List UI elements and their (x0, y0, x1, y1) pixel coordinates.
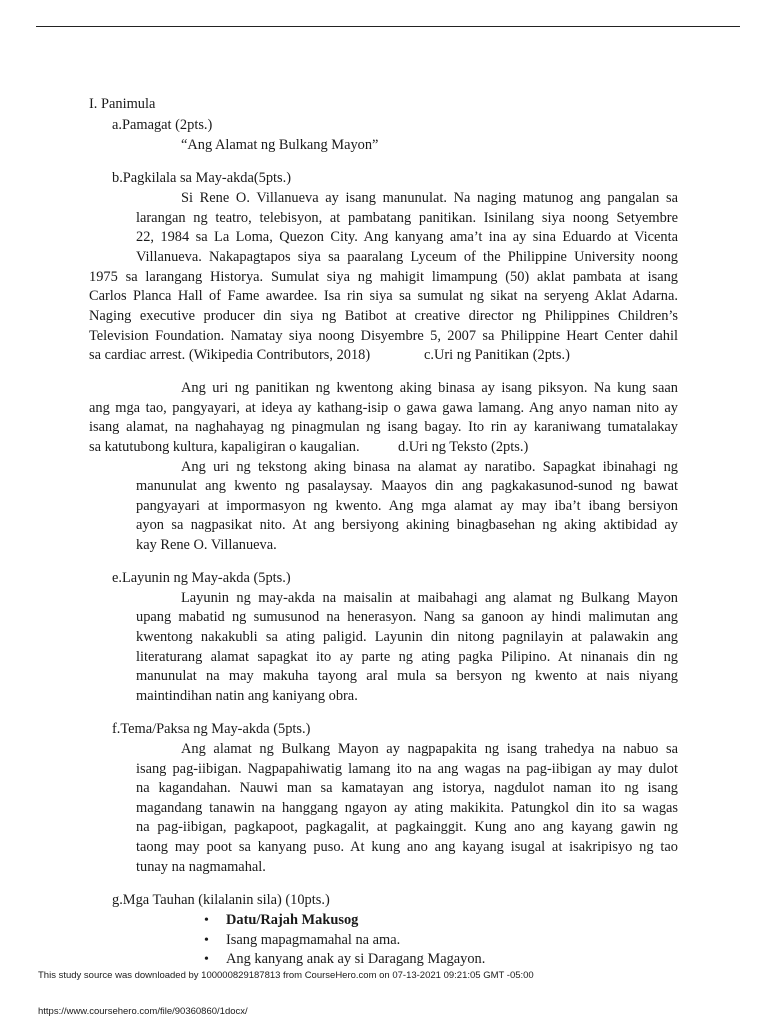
paragraph-line: upang mabatid ng sumusunod na henerasyon. Nang sa ganoon ay hindi malimutan ang (136, 609, 678, 625)
uri-teksto-label: d.Uri ng Teksto (2pts.) (398, 439, 529, 455)
paragraph-line: isang alamat, na naghahayag ng pinagmulan ng isang bagay. Ito rin ay karaniwang tumatalakay (89, 419, 678, 435)
character-detail: Ang kanyang anak ay si Daragang Magayon. (226, 951, 486, 967)
paragraph-line: ang mga tao, pangyayari, at ideya ay kathang-isip o gawa gawa lamang. Ang anyo naman nito ay (89, 400, 678, 416)
paragraph-line: ayon sa nagpasikat nito. At ang bersiyong akining binagbasehan ng aking aktibidad ay (136, 517, 678, 533)
paragraph-line: Si Rene O. Villanueva ay isang manunulat. Na naging matunog ang pangalan sa (181, 190, 678, 206)
story-title: “Ang Alamat ng Bulkang Mayon” (181, 137, 379, 153)
paragraph-line: na kagandahan. Nauwi man sa kamatayan ang istorya, nagdulot naman ito ng isang (136, 780, 678, 796)
paragraph-line: na pag-iibigan, pagkapoot, pagkagalit, at pagkainggit. Kung ano ang kayang gawin ng (136, 819, 678, 835)
source-notice: This study source was downloaded by 100000829187813 from CourseHero.com on 07-13-2021 09:21:05 GMT -05:00 (38, 970, 534, 981)
paragraph-line: Naging executive producer din siya ng Batibot at creative director ng Philippines Children’s (89, 308, 678, 324)
tauhan-label: g.Mga Tauhan (kilalanin sila) (10pts.) (112, 892, 330, 908)
paragraph-line: pangyayari at impormasyon ng kwento. Ang mga alamat ay may iba’t ibang bersiyon (136, 498, 678, 514)
paragraph-line: Villanueva. Nakapagtapos siya sa paaralang Lyceum of the Philippine University noong (136, 249, 678, 265)
paragraph-line: kay Rene O. Villanueva. (136, 537, 277, 553)
paragraph-line: taong may poot sa kanyang puso. At kung ano ang kayang isugal at isakripisyo ng tao (136, 839, 678, 855)
tema-label: f.Tema/Paksa ng May-akda (5pts.) (112, 721, 311, 737)
paragraph-line: manunulat na may makuha tayong aral mula sa bersyon ng kwento at nais niyang (136, 668, 678, 684)
paragraph-line: Ang alamat ng Bulkang Mayon ay nagpapakita ng isang trahedya na nabuo sa (181, 741, 678, 757)
paragraph-line: Television Foundation. Namatay siya noong Disyembre 5, 2007 sa Philippine Heart Center dahil (89, 328, 678, 344)
paragraph-line: Carlos Planca Hall of Fame awardee. Isa rin siya sa sumulat ng sikat na seryeng Aklat Adarna. (89, 288, 678, 304)
bullet-icon: • (204, 913, 209, 928)
paragraph-line: Ang uri ng tekstong aking binasa na alamat ay naratibo. Sapagkat ibinahagi ng (181, 459, 678, 475)
bullet-icon: • (204, 952, 209, 967)
may-akda-label: b.Pagkilala sa May-akda(5pts.) (112, 170, 292, 186)
paragraph-line: sa cardiac arrest. (Wikipedia Contributors, 2018) (89, 347, 371, 363)
layunin-label: e.Layunin ng May-akda (5pts.) (112, 570, 291, 586)
character-name: Datu/Rajah Makusog (226, 912, 359, 928)
paragraph-line: Layunin ng may-akda na maisalin at maibahagi ang alamat ng Bulkang Mayon (181, 590, 678, 606)
paragraph-line: manunulat ang kwento ng pasalaysay. Maayos din ang pagkakasunod-sunod ng bawat (136, 478, 678, 494)
paragraph-line: 22, 1984 sa La Loma, Quezon City. Ang kanyang ama’t ina ay sina Eduardo at Vicenta (136, 229, 678, 245)
uri-panitikan-label: c.Uri ng Panitikan (2pts.) (424, 347, 570, 363)
paragraph-line: larangan ng teatro, telebisyon, at pambatang panitikan. Isinilang siya noong Setyembre (136, 210, 678, 226)
paragraph-line: magandang tanawin na hanggang ngayon ay ating makikita. Patungkol din ito sa wagas (136, 800, 678, 816)
section-heading: I. Panimula (89, 96, 156, 112)
top-divider (36, 26, 740, 27)
paragraph-line: 1975 sa larangang Historya. Sumulat siya ng mahigit limampung (50) aklat pambata at isang (89, 269, 678, 285)
character-detail: Isang mapagmamahal na ama. (226, 932, 401, 948)
paragraph-line: isang pag-iibigan. Nagpapahiwatig lamang ito na ang wagas na pag-iibigan ay may dulot (136, 761, 678, 777)
paragraph-line: kwentong nakakubli sa ating paligid. Layunin din nitong pagnilayin at palawakin ang (136, 629, 678, 645)
source-url[interactable]: https://www.coursehero.com/file/90360860/1docx/ (38, 1006, 248, 1017)
bullet-icon: • (204, 933, 209, 948)
paragraph-line: sa katutubong kultura, kapaligiran o kaugalian. (89, 439, 360, 455)
pamagat-label: a.Pamagat (2pts.) (112, 117, 213, 133)
paragraph-line: literaturang alamat sapagkat ito ay parte ng ating pagka Pilipino. At ninanais din ng (136, 649, 678, 665)
paragraph-line: Ang uri ng panitikan ng kwentong aking binasa ay isang piksyon. Na kung saan (181, 380, 678, 396)
paragraph-line: tunay na nagmamahal. (136, 859, 266, 875)
paragraph-line: maintindihan natin ang kaniyang obra. (136, 688, 358, 704)
